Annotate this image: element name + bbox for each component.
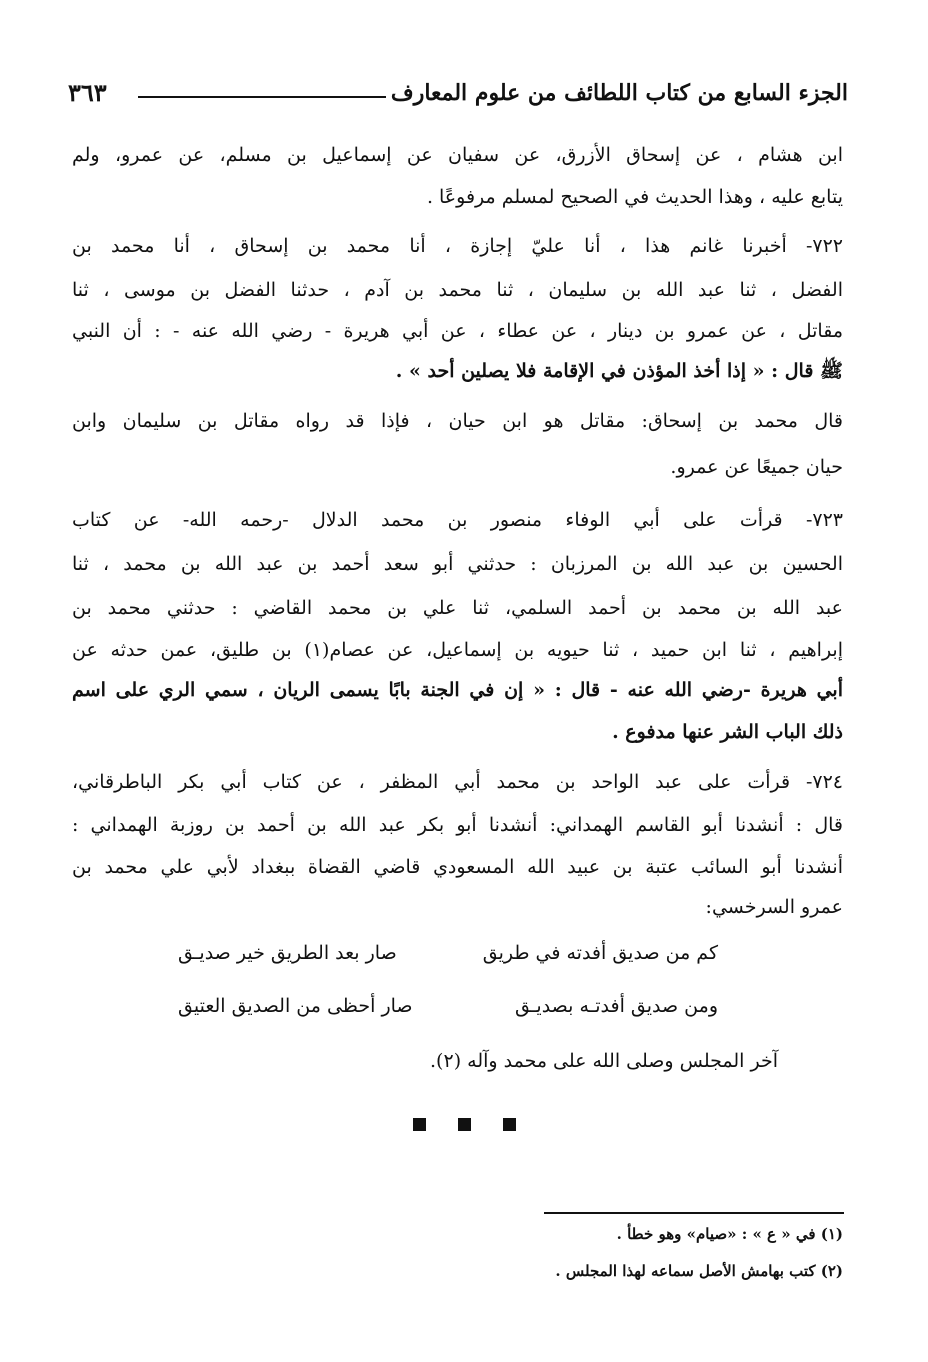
poem-verse-2-first-half: ومن صديق أفدتـه بصديـق <box>515 995 718 1017</box>
hadith-723-line: ذلك الباب الشر عنها مدفوع . <box>612 721 843 743</box>
poem-verse-2-second-half: صار أحظى من الصديق العتيق <box>178 995 413 1017</box>
hadith-724-line: ٧٢٤- قرأت على عبد الواحد بن محمد أبي المظفر ، عن كتاب أبي بكر الباطرقاني، <box>72 771 843 793</box>
hadith-723-line: ٧٢٣- قرأت على أبي الوفاء منصور بن محمد الدلال -رحمه الله- عن كتاب <box>72 509 843 531</box>
divider-square <box>458 1118 471 1131</box>
hadith-722-line: ﷺ قال : « إذا أخذ المؤذن في الإقامة فلا يصلين أحد » . <box>395 360 843 382</box>
hadith-724-line: عمرو السرخسي: <box>705 896 843 918</box>
page-number: ٣٦٣ <box>68 78 107 107</box>
hadith-723-line: عبد الله بن محمد بن أحمد السلمي، ثنا علي بن محمد القاضي : حدثني محمد بن <box>72 597 843 619</box>
hadith-723-line: الحسين بن عبد الله بن المرزبان : حدثني أبو سعد أحمد بن عبد الله بن محمد ، ثنا <box>72 553 843 575</box>
header-title: الجزء السابع من كتاب اللطائف من علوم المعارف <box>390 80 848 106</box>
hadith-722-line: مقاتل ، عن عمرو بن دينار ، عن عطاء ، عن أبي هريرة - رضي الله عنه - : أن النبي <box>72 320 843 342</box>
divider-square <box>413 1118 426 1131</box>
footnote-rule <box>544 1212 844 1214</box>
hadith-723-line: إبراهيم ، ثنا ابن حميد ، ثنا حيويه بن إسماعيل، عن عصام(١) بن طليق، عمن حدثه عن <box>72 639 843 661</box>
body-line: يتابع عليه ، وهذا الحديث في الصحيح لمسلم مرفوعًا . <box>426 186 843 208</box>
section-divider <box>0 1116 928 1135</box>
commentary-line: قال محمد بن إسحاق: مقاتل هو ابن حيان ، فإذا قد رواه مقاتل بن سليمان وابن <box>72 410 843 432</box>
hadith-722-line: ٧٢٢- أخبرنا غانم هذا ، أنا عليّ إجازة ، أنا محمد بن إسحاق ، أنا محمد بن <box>72 235 843 257</box>
hadith-724-line: أنشدنا أبو السائب عتبة بن عبيد الله المسعودي قاضي القضاة ببغداد لأبي علي محمد بن <box>72 856 843 878</box>
commentary-line: حيان جميعًا عن عمرو. <box>670 456 843 478</box>
closing-line: آخر المجلس وصلى الله على محمد وآله (٢). <box>430 1050 778 1072</box>
footnote-1: (١) في « ع » : «صيام» وهو خطأ . <box>616 1225 843 1243</box>
header-rule <box>138 96 386 98</box>
poem-verse-1-second-half: صار بعد الطريق خير صديـق <box>178 942 397 964</box>
hadith-722-line: الفضل ، ثنا عبد الله بن سليمان ، ثنا محمد بن آدم ، حدثنا الفضل بن موسى ، ثنا <box>72 279 843 301</box>
body-line: ابن هشام ، عن إسحاق الأزرق، عن سفيان عن إسماعيل بن مسلم، عن عمرو، ولم <box>72 144 843 166</box>
running-header <box>68 76 848 116</box>
divider-square <box>503 1118 516 1131</box>
hadith-723-line: أبي هريرة -رضي الله عنه - قال : « إن في الجنة بابًا يسمى الريان ، سمي الري على اسم <box>72 679 843 701</box>
poem-verse-1-first-half: كم من صديق أفدته في طريق <box>482 942 718 964</box>
hadith-724-line: قال : أنشدنا أبو القاسم الهمداني: أنشدنا أبو بكر عبد الله بن أحمد بن روزبة الهمداني : <box>72 814 843 836</box>
footnote-2: (٢) كتب بهامش الأصل سماعه لهذا المجلس . <box>555 1262 843 1280</box>
